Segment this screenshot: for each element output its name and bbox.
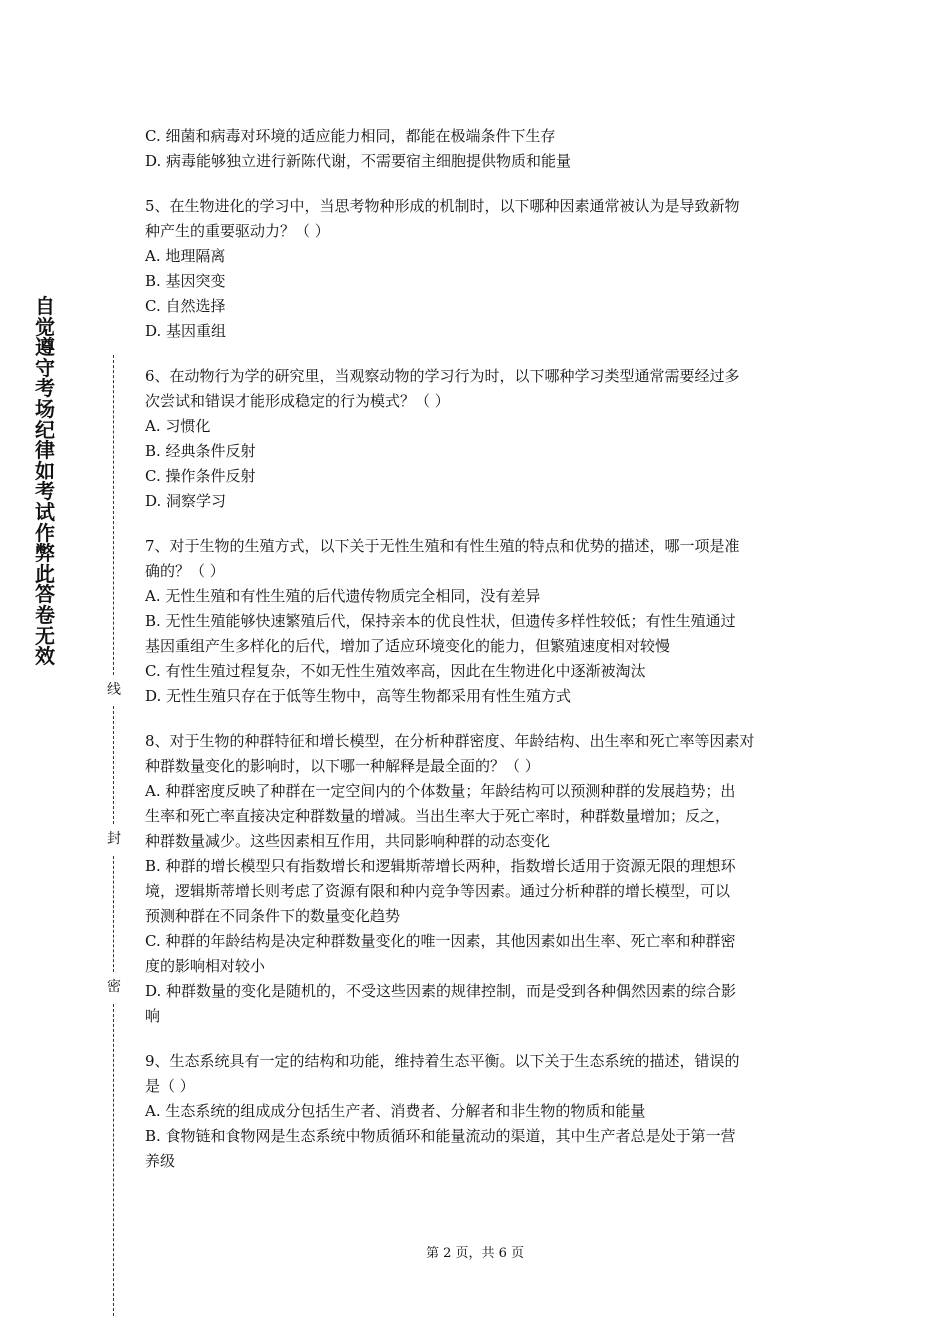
question-stem-line: 确的？（ ） [145, 562, 225, 580]
seal-label-mi: 密 [107, 979, 121, 995]
option-line: 境，逻辑斯蒂增长则考虑了资源有限和种内竞争等因素。通过分析种群的增长模型，可以 [145, 882, 731, 900]
option-line: B. 经典条件反射 [145, 442, 256, 460]
option-line: 基因重组产生多样化的后代，增加了适应环境变化的能力，但繁殖速度相对较慢 [145, 637, 671, 655]
option-line: C. 细菌和病毒对环境的适应能力相同，都能在极端条件下生存 [145, 127, 556, 145]
option-line: B. 种群的增长模型只有指数增长和逻辑斯蒂增长两种，指数增长适用于资源无限的理想环 [145, 857, 736, 875]
question-stem-line: 次尝试和错误才能形成稳定的行为模式？（ ） [145, 392, 450, 410]
binding-dashed-line [113, 706, 114, 824]
option-line: C. 种群的年龄结构是决定种群数量变化的唯一因素，其他因素如出生率、死亡率和种群密 [145, 932, 736, 950]
question-stem-line: 8、对于生物的种群特征和增长模型，在分析种群密度、年龄结构、出生率和死亡率等因素对 [145, 732, 755, 750]
option-line: D. 病毒能够独立进行新陈代谢，不需要宿主细胞提供物质和能量 [145, 152, 572, 170]
question-stem-line: 5、在生物进化的学习中，当思考物种形成的机制时，以下哪种因素通常被认为是导致新物 [145, 197, 740, 215]
question-stem-line: 7、对于生物的生殖方式，以下关于无性生殖和有性生殖的特点和优势的描述，哪一项是准 [145, 537, 740, 555]
option-line: A. 习惯化 [145, 417, 211, 435]
option-line: B. 无性生殖能够快速繁殖后代，保持亲本的优良性状，但遗传多样性较低；有性生殖通过 [145, 612, 736, 630]
option-line: 度的影响相对较小 [145, 957, 266, 975]
question-6 [145, 364, 811, 514]
option-line: C. 操作条件反射 [145, 467, 256, 485]
question-8 [145, 729, 811, 1029]
question-9 [145, 1049, 811, 1174]
exam-rules-vertical-title: 自觉遵守考场纪律如考试作弊此答卷无效 [35, 294, 55, 669]
option-line: B. 食物链和食物网是生态系统中物质循环和能量流动的渠道，其中生产者总是处于第一营 [145, 1127, 736, 1145]
option-line: D. 种群数量的变化是随机的，不受这些因素的规律控制，而是受到各种偶然因素的综合影 [145, 982, 737, 1000]
option-line: D. 洞察学习 [145, 492, 227, 510]
option-line: A. 地理隔离 [145, 247, 226, 265]
previous-question-options [145, 124, 811, 174]
option-line: A. 生态系统的组成成分包括生产者、消费者、分解者和非生物的物质和能量 [145, 1102, 646, 1120]
binding-dashed-line [113, 355, 114, 675]
option-line: C. 有性生殖过程复杂，不如无性生殖效率高，因此在生物进化中逐渐被淘汰 [145, 662, 646, 680]
question-5 [145, 194, 811, 344]
seal-label-feng: 封 [107, 831, 121, 847]
option-line: 响 [145, 1007, 161, 1025]
question-stem-line: 是（ ） [145, 1077, 195, 1095]
question-content [145, 124, 811, 1174]
option-line: 种群数量减少。这些因素相互作用，共同影响种群的动态变化 [145, 832, 551, 850]
seal-label-xian: 线 [107, 682, 121, 698]
question-7 [145, 534, 811, 709]
binding-dashed-line [113, 1004, 114, 1316]
binding-dashed-line [113, 856, 114, 972]
option-line: A. 无性生殖和有性生殖的后代遗传物质完全相同，没有差异 [145, 587, 541, 605]
option-line: 养级 [145, 1152, 176, 1170]
option-line: B. 基因突变 [145, 272, 226, 290]
question-stem-line: 种产生的重要驱动力？（ ） [145, 222, 330, 240]
question-stem-line: 9、生态系统具有一定的结构和功能，维持着生态平衡。以下关于生态系统的描述，错误的 [145, 1052, 740, 1070]
option-line: D. 无性生殖只存在于低等生物中，高等生物都采用有性生殖方式 [145, 687, 572, 705]
option-line: C. 自然选择 [145, 297, 226, 315]
option-line: A. 种群密度反映了种群在一定空间内的个体数量；年龄结构可以预测种群的发展趋势；出 [145, 782, 736, 800]
option-line: 生率和死亡率直接决定种群数量的增减。当出生率大于死亡率时，种群数量增加；反之， [145, 807, 731, 825]
option-line: D. 基因重组 [145, 322, 227, 340]
page-footer: 第 2 页，共 6 页 [425, 1246, 525, 1261]
question-stem-line: 种群数量变化的影响时，以下哪一种解释是最全面的？（ ） [145, 757, 540, 775]
option-line: 预测种群在不同条件下的数量变化趋势 [145, 907, 401, 925]
question-stem-line: 6、在动物行为学的研究里，当观察动物的学习行为时，以下哪种学习类型通常需要经过多 [145, 367, 740, 385]
